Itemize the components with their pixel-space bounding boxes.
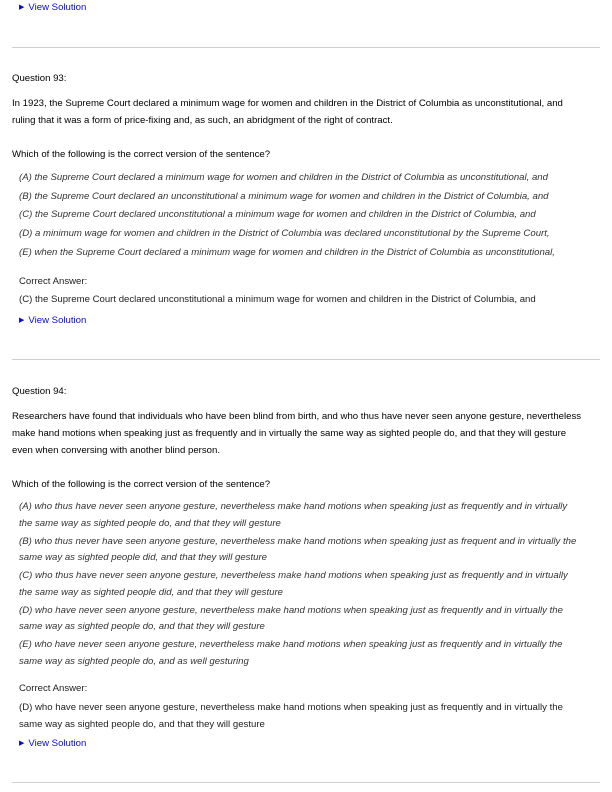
option-d[interactable]: (D) who have never seen anyone gesture, nevertheless make hand motions when speaking just as frequently and in virtually the same way as sighted people do, and that they will gesture xyxy=(19,604,563,632)
view-solution-link[interactable]: ▶ View Solution xyxy=(19,315,87,326)
question-text: In 1923, the Supreme Court declared a minimum wage for women and children in the District of Columbia as unconstitutional, and ruling that it was a form of price-fixing and, as such, an abridgment of the right of contract. xyxy=(12,98,563,126)
option-b[interactable]: (B) the Supreme Court declared an unconstitutional a minimum wage for women and children in the District of Columbia, and xyxy=(19,190,549,202)
option-c[interactable]: (C) the Supreme Court declared unconstitutional a minimum wage for women and children in the District of Columbia, and xyxy=(19,209,536,221)
view-solution-link[interactable]: ▶ View Solution xyxy=(19,2,87,13)
triangle-right-icon: ▶ xyxy=(19,740,25,747)
question-title: Question 94: xyxy=(12,386,67,397)
triangle-right-icon: ▶ xyxy=(19,317,25,324)
option-a[interactable]: (A) who thus have never seen anyone gesture, nevertheless make hand motions when speaking just as frequently and in virtually the same way as sighted people do, and that they will gesture xyxy=(19,501,568,529)
option-c[interactable]: (C) who thus have never seen anyone gesture, nevertheless make hand motions when speaking just as frequently and in virtually the same way as sighted people did, and that they will gesture xyxy=(19,570,568,598)
question-prompt: Which of the following is the correct version of the sentence? xyxy=(12,149,271,160)
divider xyxy=(12,782,600,783)
question-title: Question 93: xyxy=(12,73,67,84)
triangle-right-icon: ▶ xyxy=(19,4,25,11)
question-text: Researchers have found that individuals who have been blind from birth, and who thus have never seen anyone gesture, nevertheless make hand motions when speaking just as frequently and in virtually the same way as sighted people do, and that they will gesture even when conversing with another blind person. xyxy=(12,411,582,456)
option-a[interactable]: (A) the Supreme Court declared a minimum wage for women and children in the District of Columbia as unconstitutional, and xyxy=(19,172,548,183)
view-solution-link[interactable]: ▶ View Solution xyxy=(19,738,87,749)
correct-answer-label: Correct Answer: xyxy=(19,683,88,694)
correct-answer-text: (D) who have never seen anyone gesture, nevertheless make hand motions when speaking just as frequently and in virtually the same way as sighted people do, and that they will gesture xyxy=(19,702,563,730)
question-prompt: Which of the following is the correct version of the sentence? xyxy=(12,479,271,490)
option-e[interactable]: (E) who have never seen anyone gesture, nevertheless make hand motions when speaking just as frequently and in virtually the same way as sighted people do, and as well gesturing xyxy=(19,639,563,667)
correct-answer-text: (C) the Supreme Court declared unconstitutional a minimum wage for women and children in the District of Columbia, and xyxy=(19,294,536,305)
divider xyxy=(12,47,600,48)
option-d[interactable]: (D) a minimum wage for women and children in the District of Columbia was declared unconstitutional by the Supreme Court, xyxy=(19,228,550,240)
correct-answer-label: Correct Answer: xyxy=(19,276,88,287)
divider xyxy=(12,359,600,360)
option-b[interactable]: (B) who thus never have seen anyone gesture, nevertheless make hand motions when speaking just as frequent and in virtually the same way as sighted people did, and that they will gesture xyxy=(19,535,577,563)
option-e[interactable]: (E) when the Supreme Court declared a minimum wage for women and children in the District of Columbia as unconstitutional, xyxy=(19,246,555,258)
